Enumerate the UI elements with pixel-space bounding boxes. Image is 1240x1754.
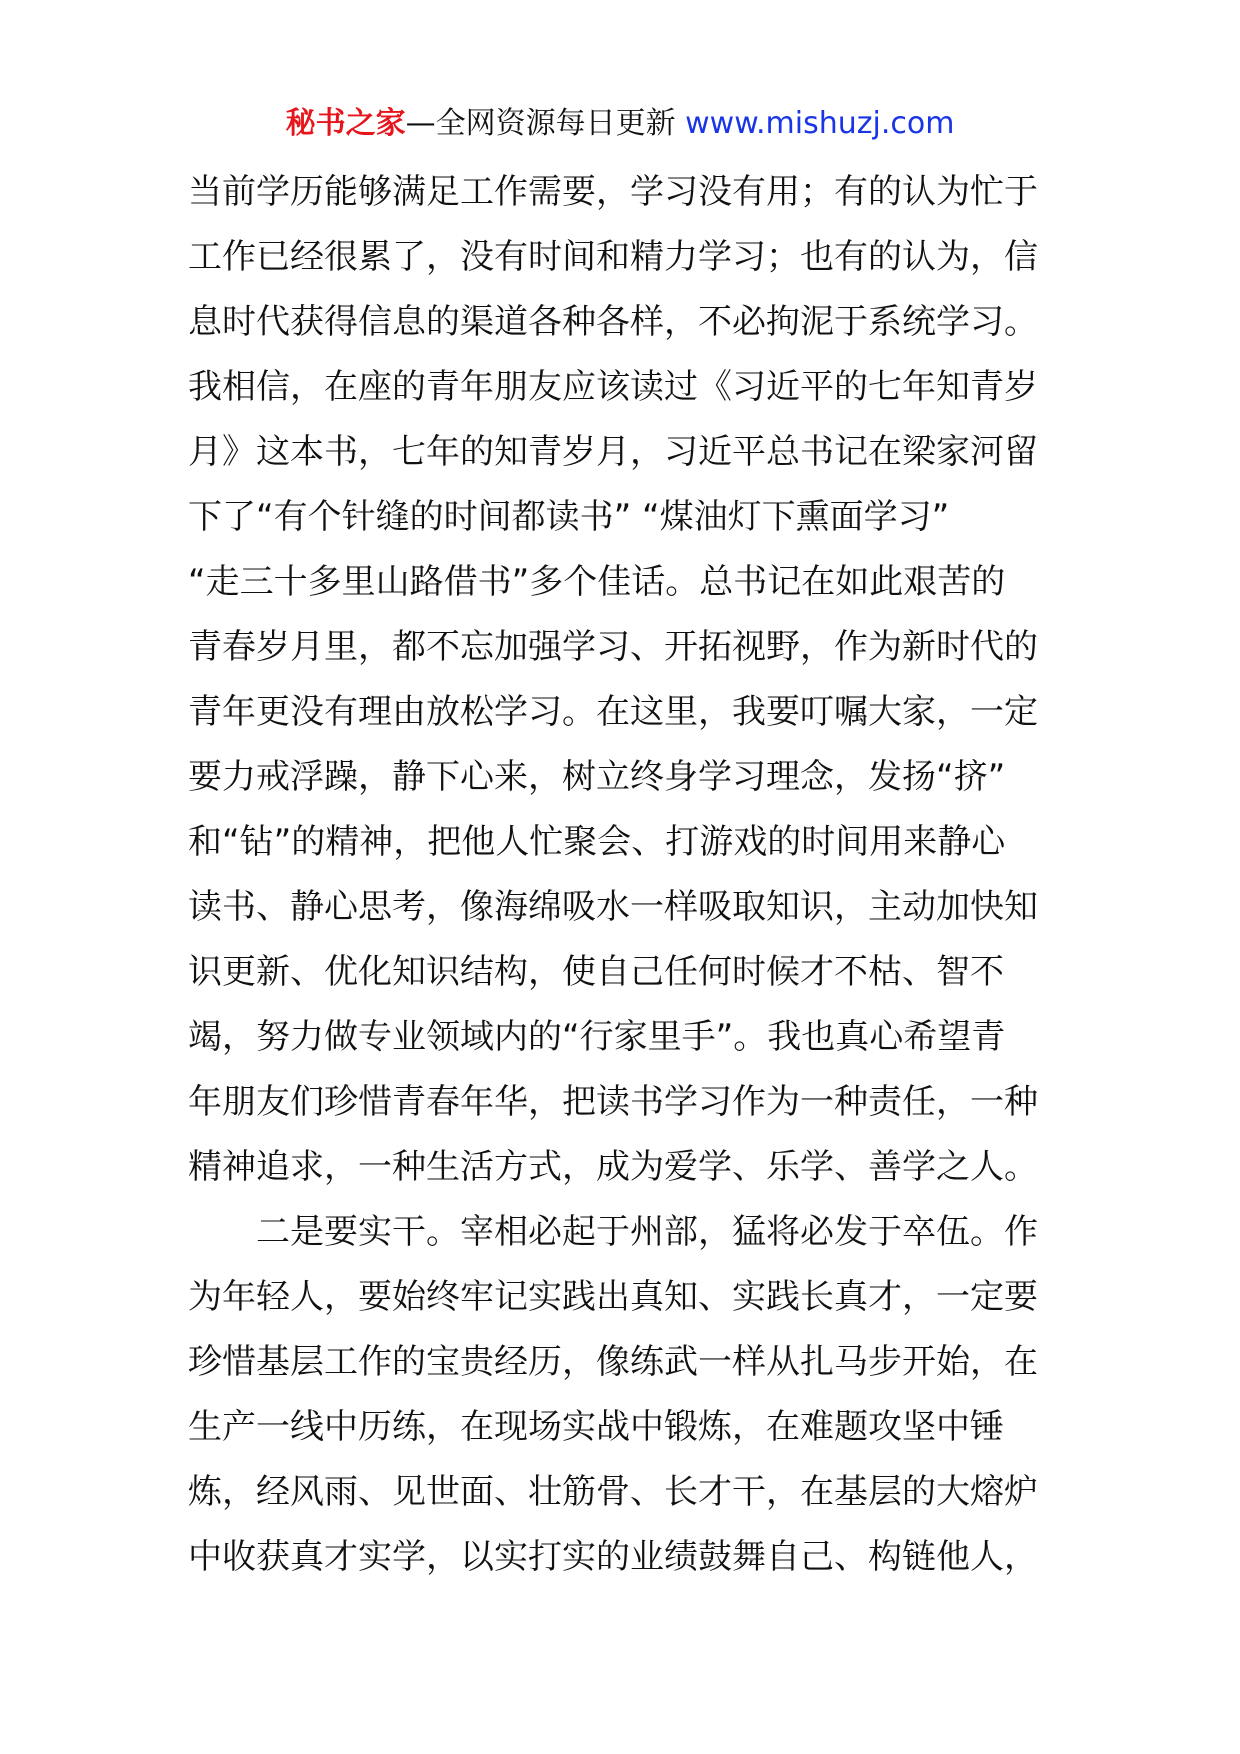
text-line: “走三十多里山路借书”多个佳话。总书记在如此艰苦的 xyxy=(188,562,1006,602)
text-line: 为年轻人，要始终牢记实践出真知、实践长真才，一定要 xyxy=(188,1277,1038,1317)
text-line: 读书、静心思考，像海绵吸水一样吸取知识，主动加快知 xyxy=(188,887,1038,927)
text-line: 生产一线中历练，在现场实战中锻炼，在难题攻坚中锤 xyxy=(188,1407,1004,1447)
text-line: 珍惜基层工作的宝贵经历，像练武一样从扎马步开始，在 xyxy=(188,1342,1038,1382)
text-line: 青年更没有理由放松学习。在这里，我要叮嘱大家，一定 xyxy=(188,692,1038,732)
header-tagline: —全网资源每日更新 xyxy=(405,106,686,141)
text-line: 识更新、优化知识结构，使自己任何时候才不枯、智不 xyxy=(188,952,1004,992)
text-line: 青春岁月里，都不忘加强学习、开拓视野，作为新时代的 xyxy=(188,627,1038,667)
text-line: 竭，努力做专业领域内的“行家里手”。我也真心希望青 xyxy=(188,1017,1006,1057)
text-line: 我相信，在座的青年朋友应该读过《习近平的七年知青岁 xyxy=(188,367,1038,407)
text-line: 和“钻”的精神，把他人忙聚会、打游戏的时间用来静心 xyxy=(188,822,1006,862)
paragraph-start-line: 二是要实干。宰相必起于州部，猛将必发于卒伍。作 xyxy=(256,1212,1038,1252)
header-site-link[interactable]: www.mishuzj.com xyxy=(685,106,955,141)
text-line: 精神追求，一种生活方式，成为爱学、乐学、善学之人。 xyxy=(188,1147,1038,1187)
text-line: 炼，经风雨、见世面、壮筋骨、长才干，在基层的大熔炉 xyxy=(188,1472,1038,1512)
text-line: 息时代获得信息的渠道各种各样，不必拘泥于系统学习。 xyxy=(188,302,1038,342)
text-line: 工作已经很累了，没有时间和精力学习；也有的认为，信 xyxy=(188,237,1038,277)
text-line: 下了“有个针缝的时间都读书” “煤油灯下熏面学习” xyxy=(188,497,950,537)
text-line: 中收获真才实学，以实打实的业绩鼓舞自己、构链他人， xyxy=(188,1537,1038,1577)
text-line: 当前学历能够满足工作需要，学习没有用；有的认为忙于 xyxy=(188,172,1038,212)
page-header xyxy=(0,102,1240,146)
text-line: 年朋友们珍惜青春年华，把读书学习作为一种责任，一种 xyxy=(188,1082,1038,1122)
header-brand: 秘书之家 xyxy=(285,106,406,141)
text-line: 月》这本书，七年的知青岁月，习近平总书记在梁家河留 xyxy=(188,432,1038,472)
text-line: 要力戒浮躁，静下心来，树立终身学习理念，发扬“挤” xyxy=(188,757,1006,797)
body-text xyxy=(188,160,1064,1590)
